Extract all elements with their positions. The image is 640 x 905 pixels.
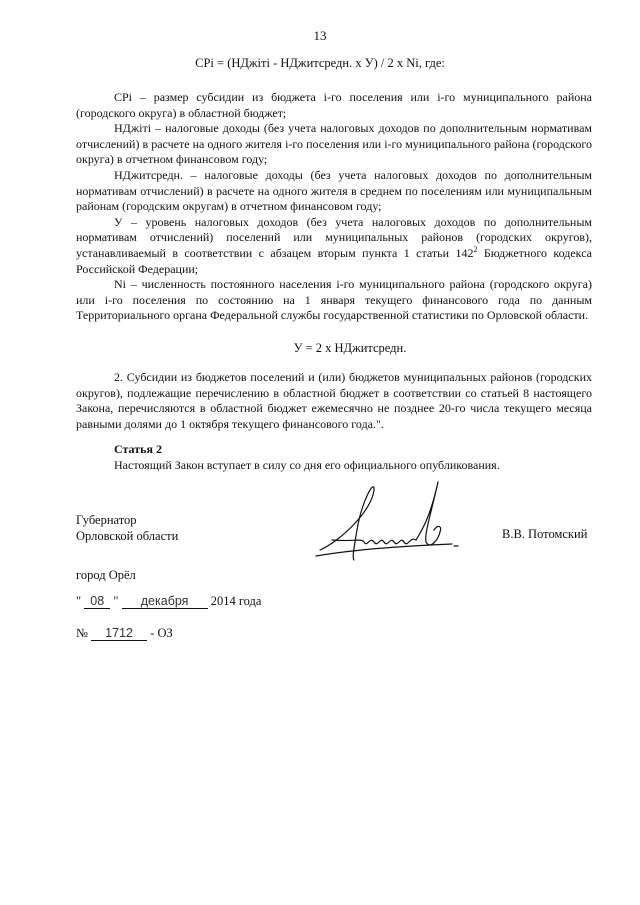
article-2-text: Настоящий Закон вступает в силу со дня его официального опубликования. (114, 457, 500, 472)
law-date: " 08 " декабря 2014 года (76, 594, 262, 608)
city: город Орёл (76, 568, 136, 582)
definition-cpi: СРi – размер субсидии из бюджета i-го поселения или i-го муниципального района (городского округа) в областной бюджет; (76, 90, 592, 120)
formula-main: СРi = (НДжiтi - НДжитсредн. х У) / 2 х Ni, где: (195, 56, 445, 70)
article-2-heading: Статья 2 (114, 442, 162, 456)
superscript: 2 (473, 244, 478, 254)
governor-name: В.В. Потомский (502, 527, 588, 541)
definitions-block (76, 90, 592, 324)
law-number: № 1712 - ОЗ (76, 626, 173, 640)
formula-u: У = 2 х НДжитсредн. (293, 341, 407, 355)
governor-title-line2: Орловской области (76, 529, 179, 543)
definition-ni: Ni – численность постоянного населения i-го муниципального района (городского округа) или i-го поселения по состоянию на 1 января текущего финансового года по данным Территориального органа Федеральной службы государственной статистики по Орловской области. (76, 277, 592, 323)
paragraph-2-text: 2. Субсидии из бюджетов поселений и (или) бюджетов муниципальных районов (городских округов), подлежащие перечислению в областной бюджет в соответствии со статьей 8 настоящего Закона, перечисляются в областной бюджет ежемесячно не позднее 20-го числа текущего месяца равными долями до 1 октября текущего финансового года.". (76, 370, 592, 431)
signature-image (312, 470, 462, 570)
governor-title-line1: Губернатор (76, 513, 137, 527)
article-2 (76, 442, 592, 473)
definition-ndzhitsredn: НДжитсредн. – налоговые доходы (без учета налоговых доходов по дополнительным нормативам отчислений) в расчете на одного жителя в среднем по поселениям или муниципальным районам (городским округам) в отчетном финансовом году; (76, 167, 592, 214)
definition-u: У – уровень налоговых доходов (без учета налоговых доходов по дополнительным нормативам отчислений) поселений или муниципальных районов (городских округов), устанавливаемый в соответствии с абзацем вторым пункта 1 статьи $142^2$ Бюджетного кодекса Российской Федерации; (76, 214, 592, 276)
page-number: 13 (313, 28, 327, 43)
definition-ndzhiti: НДжiтi – налоговые доходы (без учета налоговых доходов по дополнительным нормативам отчислений) в расчете на одного жителя i-го поселения или i-го муниципального района (городского округа) в отчетном финансовом году; (76, 121, 592, 167)
law-number-value: 1712 (91, 627, 147, 641)
date-day: 08 (84, 595, 110, 609)
paragraph-2 (76, 370, 592, 432)
governor-title (76, 512, 178, 544)
date-year: 2014 года (210, 594, 262, 608)
date-month: декабря (122, 595, 208, 609)
